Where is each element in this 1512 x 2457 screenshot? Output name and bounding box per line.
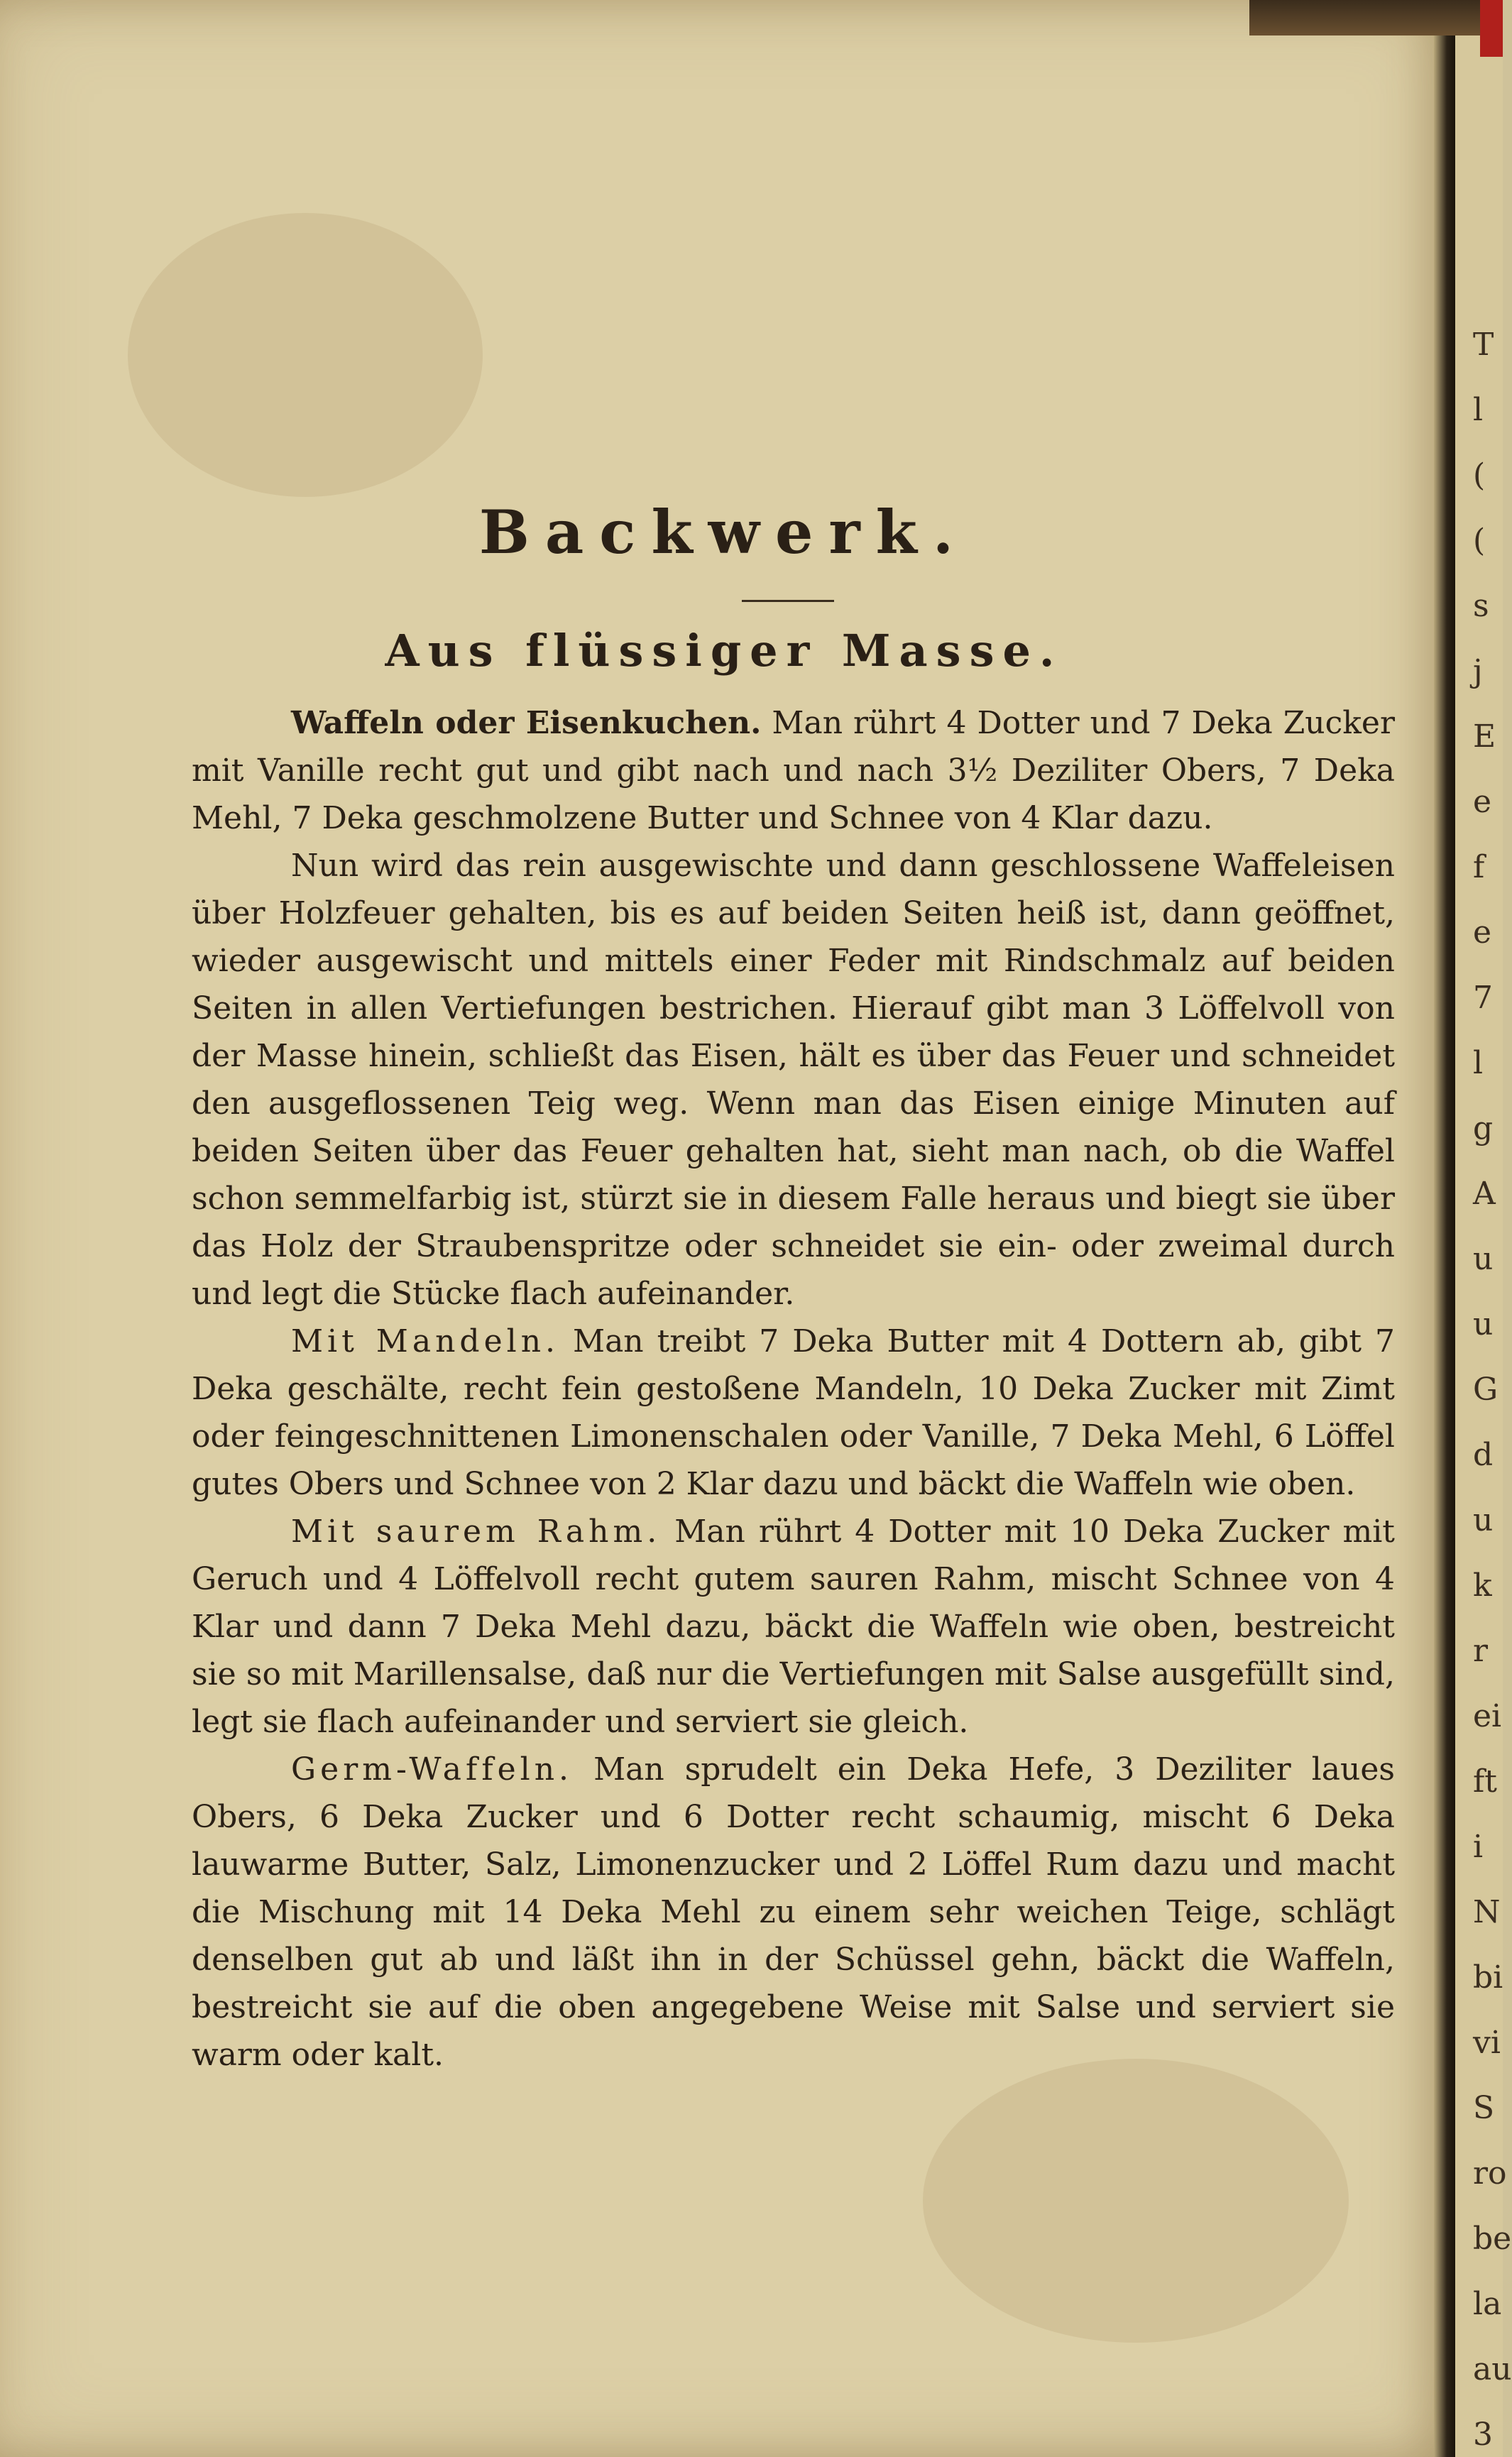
recipe-heading: Mit Mandeln. bbox=[291, 1323, 560, 1359]
next-page-fragment: A bbox=[1473, 1176, 1496, 1212]
recipe-paragraph bbox=[192, 1746, 1395, 2079]
next-page-fragment: S bbox=[1473, 2090, 1495, 2126]
next-page-fragment: E bbox=[1473, 718, 1496, 755]
next-page-fragment: bi bbox=[1473, 1959, 1503, 1996]
next-page-fragment: G bbox=[1473, 1372, 1499, 1408]
section-subtitle: Aus flüssiger Masse. bbox=[385, 625, 1063, 677]
next-page-fragment: d bbox=[1473, 1437, 1494, 1473]
title-divider bbox=[742, 600, 834, 602]
next-page-fragment: u bbox=[1473, 1306, 1494, 1342]
next-page-fragment: T bbox=[1473, 327, 1494, 363]
recipe-paragraph bbox=[192, 1318, 1395, 1508]
next-page-fragment: u bbox=[1473, 1502, 1494, 1538]
recipe-body: Man rührt 4 Dotter und 7 Deka Zucker mit Vanille recht gut und gibt nach und nach 3½ Deziliter Obers, 7 Deka Mehl, 7 Deka geschmolzene Butter und Schnee von 4 Klar dazu. bbox=[192, 705, 1395, 836]
next-page-fragment: e bbox=[1473, 784, 1492, 820]
page-gutter bbox=[1434, 0, 1455, 2457]
recipe-heading: Germ-Waffeln. bbox=[291, 1751, 574, 1788]
paper-stain bbox=[128, 213, 483, 497]
next-page-fragment: be bbox=[1473, 2221, 1512, 2257]
next-page-fragment: ro bbox=[1473, 2155, 1507, 2191]
next-page-fragment: e bbox=[1473, 914, 1492, 951]
recipe-heading: Mit saurem Rahm. bbox=[291, 1514, 662, 1550]
page-title: Backwerk. bbox=[478, 497, 970, 567]
recipe-paragraph bbox=[192, 1508, 1395, 1746]
next-page-edge bbox=[1455, 0, 1503, 2457]
recipe-text bbox=[192, 699, 1395, 2079]
next-page-fragment: g bbox=[1473, 1110, 1494, 1147]
next-page-fragment: l bbox=[1473, 1045, 1484, 1081]
next-page-fragment: ei bbox=[1473, 1698, 1502, 1734]
next-page-fragment: u bbox=[1473, 1241, 1494, 1277]
next-page-fragment: vi bbox=[1473, 2025, 1501, 2061]
recipe-body: Man treibt 7 Deka Butter mit 4 Dottern ab, gibt 7 Deka geschälte, recht fein gestoßene Mandeln, 10 Deka Zucker mit Zimt oder feingeschnittenen Limonenschalen oder Vanille, 7 Deka Mehl, 6 Löffel gutes Obers und Schnee von 2 Klar dazu und bäckt die Waffeln wie oben. bbox=[192, 1323, 1395, 1502]
recipe-paragraph bbox=[192, 699, 1395, 842]
red-page-edge bbox=[1480, 0, 1503, 57]
page-top-shadow bbox=[1249, 0, 1503, 35]
next-page-fragment: N bbox=[1473, 1894, 1501, 1930]
next-page-fragment: f bbox=[1473, 849, 1485, 885]
next-page-fragment: ( bbox=[1473, 522, 1486, 559]
next-page-fragment: au bbox=[1473, 2351, 1512, 2387]
next-page-fragment: r bbox=[1473, 1633, 1489, 1669]
next-page-fragment: s bbox=[1473, 588, 1489, 624]
next-page-fragment: ft bbox=[1473, 1763, 1497, 1800]
next-page-fragment: l bbox=[1473, 392, 1484, 428]
recipe-body: Man sprudelt ein Deka Hefe, 3 Deziliter laues Obers, 6 Deka Zucker und 6 Dotter recht schaumig, mischt 6 Deka lauwarme Butter, Salz, Limonenzucker und 2 Löffel Rum dazu und macht die Mischung mit 14 Deka Mehl zu einem sehr weichen Teige, schlägt denselben gut ab und läßt ihn in der Schüssel gehn, bäckt die Waffeln, bestreicht sie auf die oben angegebene Weise mit Salse und serviert sie warm oder kalt. bbox=[192, 1751, 1395, 2073]
paper-stain bbox=[923, 2059, 1349, 2343]
next-page-fragment: i bbox=[1473, 1829, 1484, 1865]
recipe-body: Man rührt 4 Dotter mit 10 Deka Zucker mit Geruch und 4 Löffelvoll recht gutem sauren Rahm, mischt Schnee von 4 Klar und dann 7 Deka Mehl dazu, bäckt die Waffeln wie oben, bestreicht sie so mit Marillensalse, daß nur die Vertiefungen mit Salse ausgefüllt sind, legt sie flach aufeinander und serviert sie gleich. bbox=[192, 1514, 1395, 1740]
recipe-heading: Waffeln oder Eisenkuchen. bbox=[291, 705, 762, 741]
next-page-fragment: 3 bbox=[1473, 2417, 1493, 2453]
next-page-fragment: 7 bbox=[1473, 980, 1493, 1016]
next-page-fragment: j bbox=[1473, 653, 1483, 689]
next-page-fragment: ( bbox=[1473, 457, 1486, 493]
recipe-paragraph bbox=[192, 842, 1395, 1318]
next-page-fragment: k bbox=[1473, 1567, 1492, 1604]
next-page-fragment: la bbox=[1473, 2286, 1502, 2322]
recipe-body: Nun wird das rein ausgewischte und dann geschlossene Waffeleisen über Holzfeuer gehalten, bis es auf beiden Seiten heiß ist, dann geöffnet, wieder ausgewischt und mittels einer Feder mit Rindschmalz auf beiden Seiten in allen Vertiefungen bestrichen. Hierauf gibt man 3 Löffelvoll von der Masse hinein, schließt das Eisen, hält es über das Feuer und schneidet den ausgeflossenen Teig weg. Wenn man das Eisen einige Minuten auf beiden Seiten über das Feuer gehalten hat, sieht man nach, ob die Waffel schon semmelfarbig ist, stürzt sie in diesem Falle heraus und biegt sie über das Holz der Straubenspritze oder schneidet sie ein- oder zweimal durch und legt die Stücke flach aufeinander. bbox=[192, 848, 1395, 1312]
